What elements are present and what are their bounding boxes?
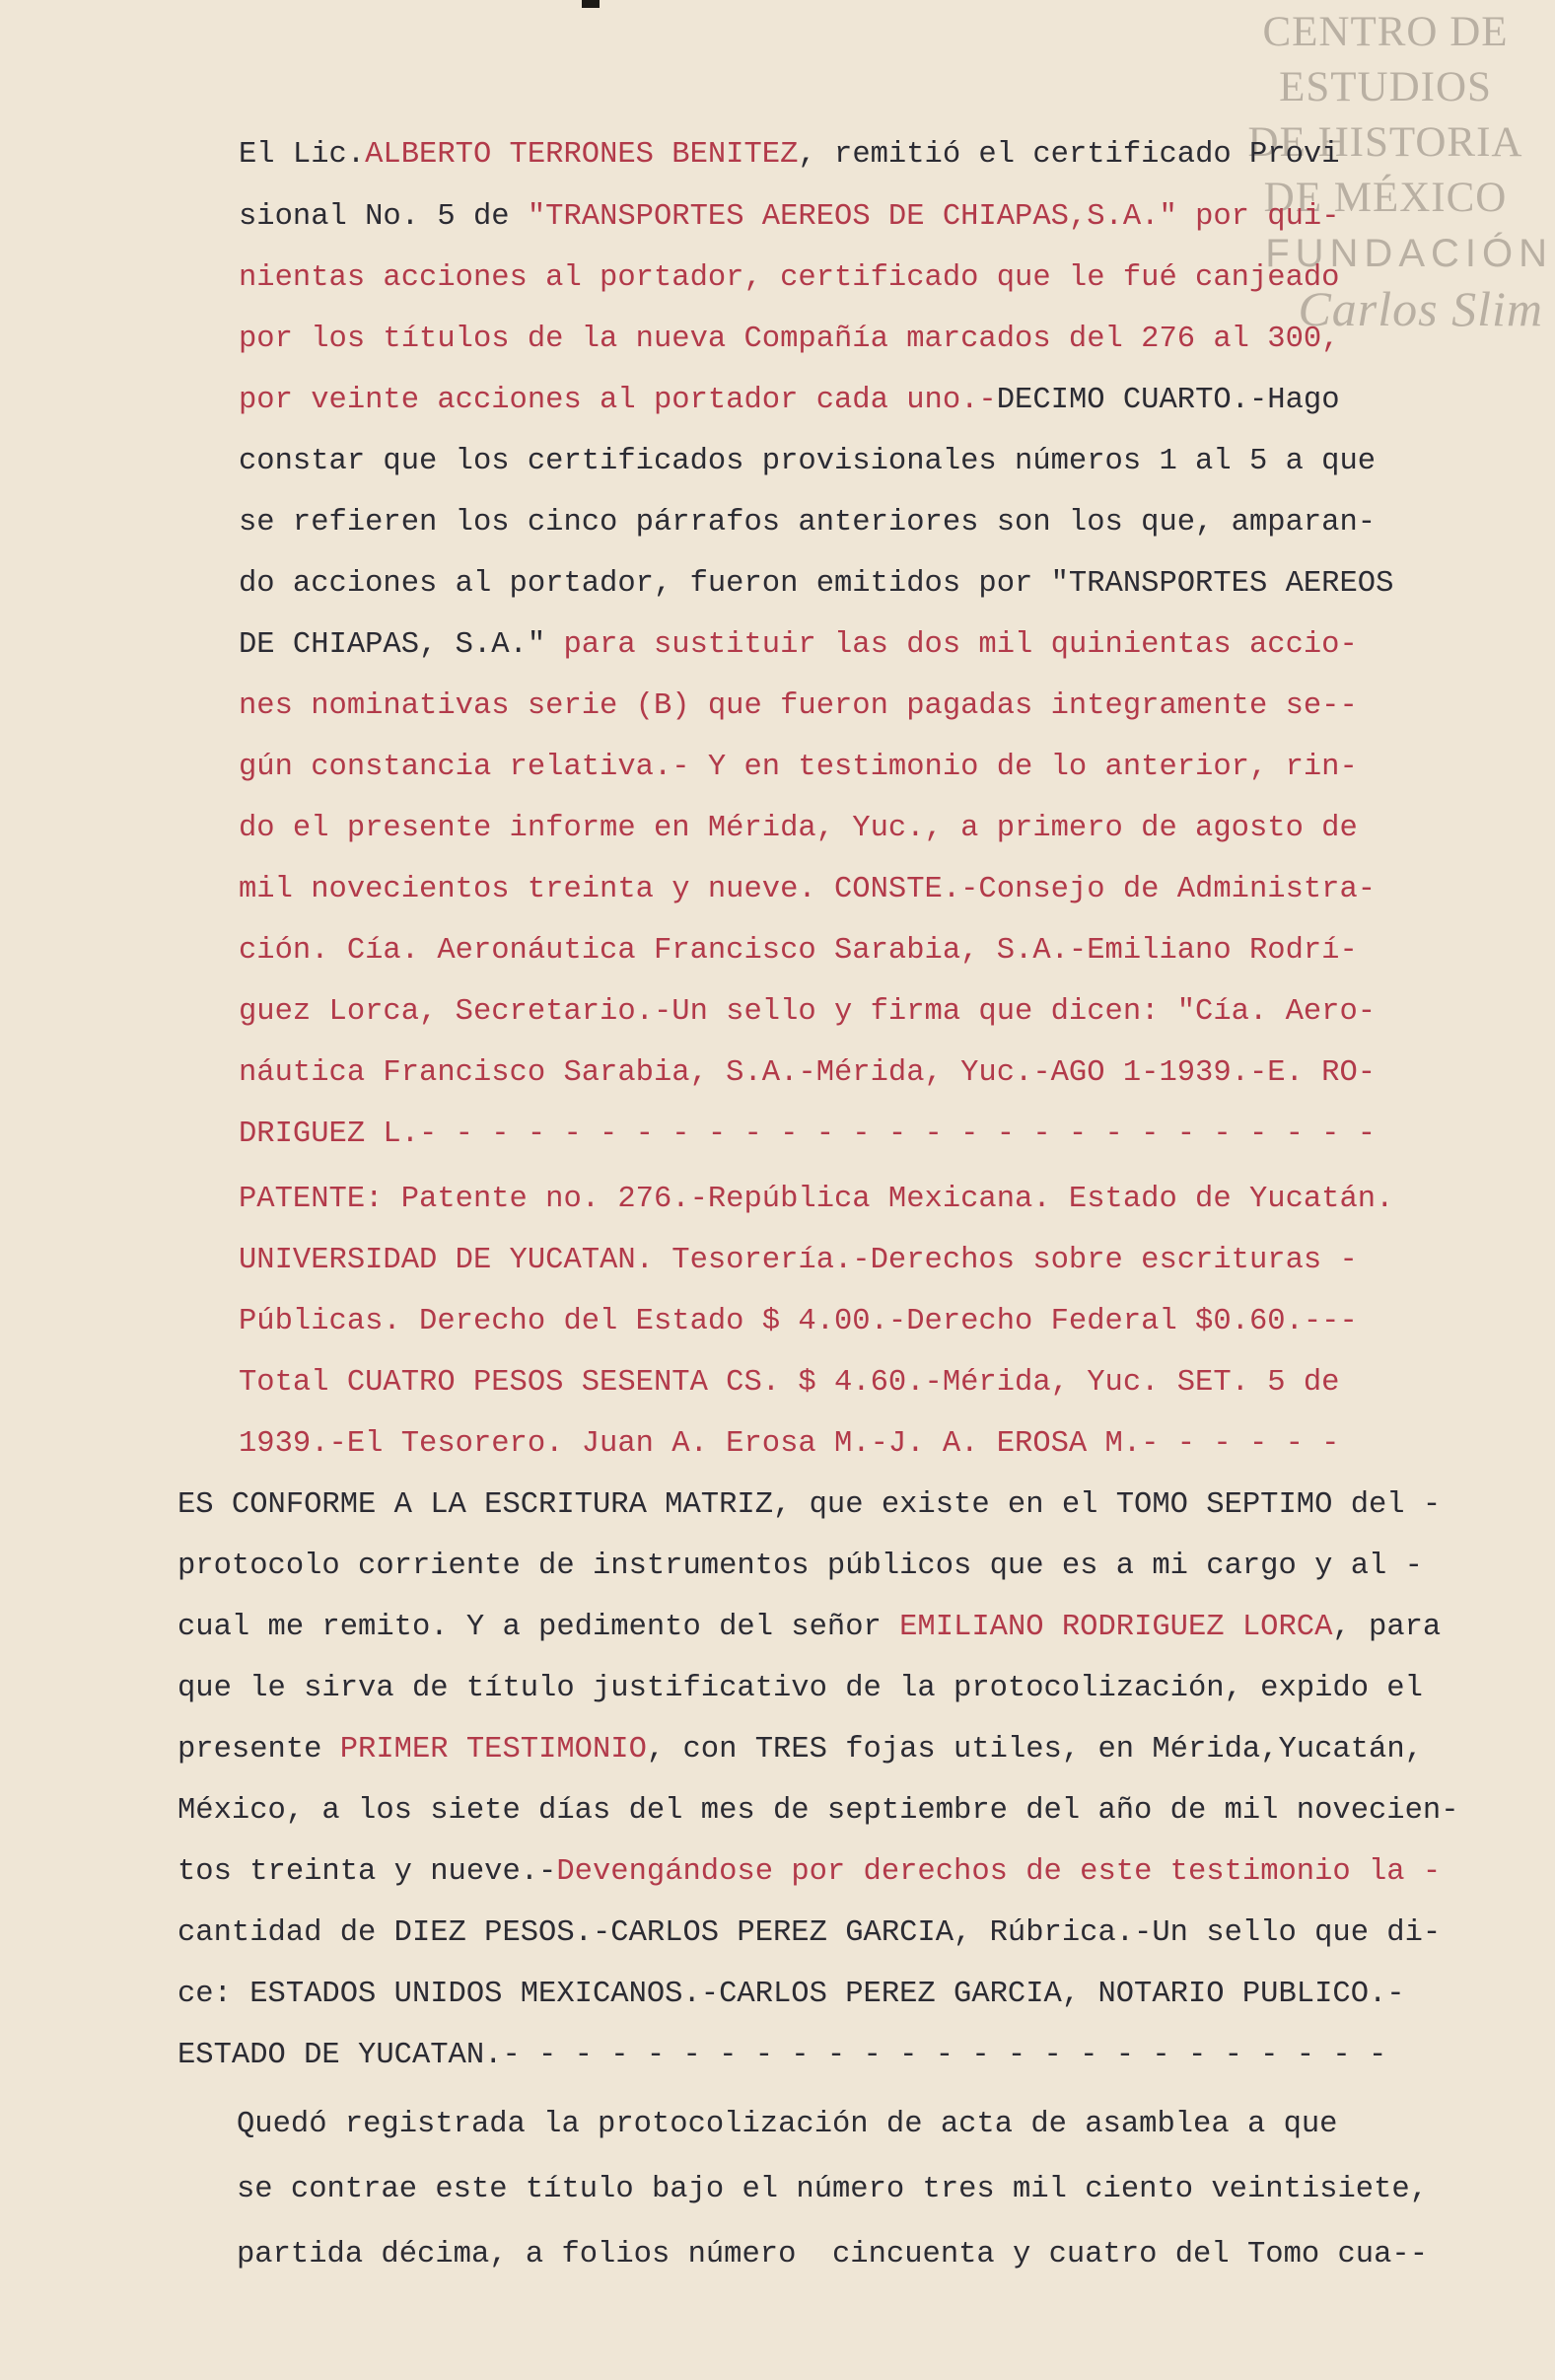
text-line: se contrae este título bajo el número tres mil ciento veintisiete,	[237, 2173, 1428, 2206]
text-line: tos treinta y nueve.-Devengándose por derechos de este testimonio la -	[177, 1855, 1442, 1889]
text-line: protocolo corriente de instrumentos públicos que es a mi cargo y al -	[177, 1550, 1423, 1583]
text-line: Públicas. Derecho del Estado $ 4.00.-Derecho Federal $0.60.---	[239, 1305, 1358, 1338]
text-line: mil novecientos treinta y nueve. CONSTE.-Consejo de Administra-	[239, 873, 1377, 906]
text-line: México, a los siete días del mes de septiembre del año de mil novecien-	[177, 1794, 1459, 1828]
text-line: nientas acciones al portador, certificado que le fué canjeado	[239, 261, 1340, 295]
watermark-line-4: DE MÉXICO	[1263, 175, 1508, 221]
text-line: do el presente informe en Mérida, Yuc., a primero de agosto de	[239, 812, 1358, 845]
text-line: PATENTE: Patente no. 276.-República Mexicana. Estado de Yucatán.	[239, 1183, 1394, 1216]
text-line: UNIVERSIDAD DE YUCATAN. Tesorería.-Derechos sobre escrituras -	[239, 1244, 1358, 1277]
text-line: cual me remito. Y a pedimento del señor EMILIANO RODRIGUEZ LORCA, para	[177, 1611, 1442, 1644]
text-line: ESTADO DE YUCATAN.- - - - - - - - - - - - - - - - - - - - - - - - -	[177, 2039, 1387, 2072]
text-line: do acciones al portador, fueron emitidos por "TRANSPORTES AEREOS	[239, 567, 1394, 601]
text-line: ce: ESTADOS UNIDOS MEXICANOS.-CARLOS PEREZ GARCIA, NOTARIO PUBLICO.-	[177, 1978, 1405, 2011]
text-line: Quedó registrada la protocolización de acta de asamblea a que	[237, 2108, 1338, 2141]
text-line: constar que los certificados provisionales números 1 al 5 a que	[239, 445, 1377, 478]
watermark-line-2: ESTUDIOS	[1279, 64, 1492, 110]
watermark-signature: Carlos Slim	[1298, 281, 1543, 336]
text-line: presente PRIMER TESTIMONIO, con TRES fojas utiles, en Mérida,Yucatán,	[177, 1733, 1423, 1767]
text-line: por veinte acciones al portador cada uno.-DECIMO CUARTO.-Hago	[239, 384, 1340, 417]
page-edge-mark	[582, 0, 600, 8]
text-line: DRIGUEZ L.- - - - - - - - - - - - - - - - - - - - - - - - - - -	[239, 1118, 1377, 1151]
watermark-line-1: CENTRO DE	[1262, 9, 1509, 55]
text-line: 1939.-El Tesorero. Juan A. Erosa M.-J. A. EROSA M.- - - - - -	[239, 1427, 1340, 1461]
watermark-line-5: FUNDACIÓN	[1265, 232, 1553, 275]
watermark-line-3: DE HISTORIA	[1247, 119, 1523, 166]
text-line: se refieren los cinco párrafos anteriores son los que, amparan-	[239, 506, 1377, 540]
text-line: guez Lorca, Secretario.-Un sello y firma que dicen: "Cía. Aero-	[239, 995, 1377, 1029]
text-line: náutica Francisco Sarabia, S.A.-Mérida, Yuc.-AGO 1-1939.-E. RO-	[239, 1056, 1377, 1090]
text-line: ES CONFORME A LA ESCRITURA MATRIZ, que existe en el TOMO SEPTIMO del -	[177, 1488, 1442, 1522]
text-line: cantidad de DIEZ PESOS.-CARLOS PEREZ GARCIA, Rúbrica.-Un sello que di-	[177, 1916, 1442, 1950]
text-line: Total CUATRO PESOS SESENTA CS. $ 4.60.-Mérida, Yuc. SET. 5 de	[239, 1366, 1340, 1400]
text-line: El Lic.ALBERTO TERRONES BENITEZ, remitió el certificado Provi	[239, 138, 1340, 172]
text-line: ción. Cía. Aeronáutica Francisco Sarabia, S.A.-Emiliano Rodrí-	[239, 934, 1358, 968]
text-line: que le sirva de título justificativo de la protocolización, expido el	[177, 1672, 1423, 1705]
text-line: DE CHIAPAS, S.A." para sustituir las dos mil quinientas accio-	[239, 628, 1358, 662]
text-line: por los títulos de la nueva Compañía marcados del 276 al 300,	[239, 323, 1340, 356]
text-line: partida décima, a folios número cincuenta y cuatro del Tomo cua--	[237, 2238, 1428, 2272]
text-line: nes nominativas serie (B) que fueron pagadas integramente se--	[239, 689, 1358, 723]
text-line: gún constancia relativa.- Y en testimonio de lo anterior, rin-	[239, 751, 1358, 784]
text-line: sional No. 5 de "TRANSPORTES AEREOS DE CHIAPAS,S.A." por qui-	[239, 200, 1340, 234]
